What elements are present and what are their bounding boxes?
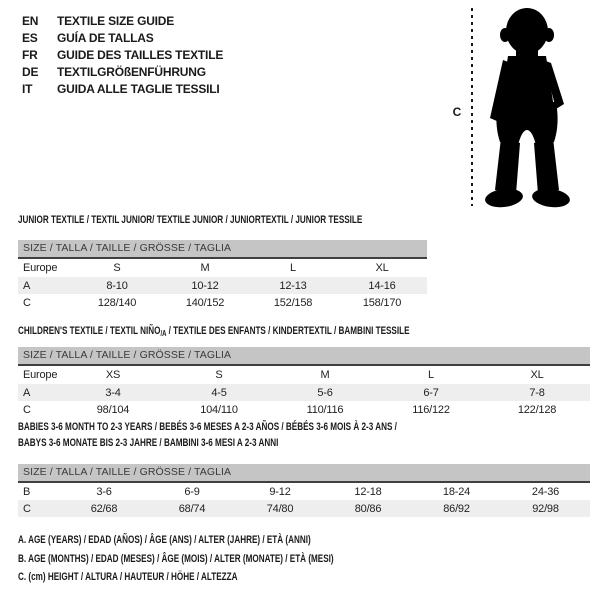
column-header: S	[215, 369, 223, 381]
cell: 68/74	[178, 502, 206, 515]
table-row	[18, 500, 590, 517]
children-title-sub: /A	[160, 329, 167, 338]
cell: 18-24	[442, 485, 471, 498]
size-header-bar: SIZE / TALLA / TAILLE / GRÖSSE / TAGLIA	[18, 347, 590, 366]
table-row	[18, 401, 590, 418]
row-label: C	[23, 296, 31, 309]
language-row	[22, 12, 223, 29]
row-label: A	[23, 386, 31, 399]
row-label: B	[23, 485, 31, 498]
footnote-c: C. (cm) HEIGHT / ALTURA / HAUTEUR / HÖHE / ALTEZZA	[18, 571, 238, 583]
cell: 5-6	[317, 386, 333, 399]
cell: 116/122	[412, 403, 450, 416]
junior-size-table	[18, 240, 427, 311]
column-header: XL	[375, 262, 389, 274]
language-code: FR	[22, 47, 38, 62]
column-header: XS	[105, 369, 121, 381]
table-header-row	[18, 366, 590, 384]
cell: 104/110	[200, 403, 238, 416]
footnote-list	[18, 531, 445, 587]
language-row	[22, 46, 223, 63]
baby-silhouette	[478, 4, 578, 212]
babies-size-table	[18, 464, 590, 517]
cell: 80/86	[354, 502, 382, 515]
column-header: S	[113, 262, 121, 274]
cell: 122/128	[517, 403, 557, 416]
cell: 6-7	[423, 386, 439, 399]
cell: 14-16	[368, 279, 396, 292]
row-label: C	[23, 502, 31, 515]
row-label: C	[23, 403, 31, 416]
language-title: GUIDA ALLE TAGLIE TESSILI	[57, 81, 220, 96]
table-header-row	[18, 259, 427, 277]
junior-section-title: JUNIOR TEXTILE / TEXTIL JUNIOR/ TEXTILE JUNIOR / JUNIORTEXTIL / JUNIOR TESSILE	[18, 214, 363, 226]
language-code: EN	[22, 13, 39, 28]
table-row	[18, 483, 590, 500]
footnote-b: B. AGE (MONTHS) / EDAD (MESES) / ÂGE (MOIS) / ALTER (MONATE) / ETÀ (MESI)	[18, 552, 334, 565]
language-row	[22, 63, 223, 80]
language-title: GUÍA DE TALLAS	[57, 30, 154, 45]
footnote-a: A. AGE (YEARS) / EDAD (AÑOS) / ÂGE (ANS) / ALTER (JAHRE) / ETÀ (ANNI)	[18, 534, 311, 546]
babies-section-title-line2: BABYS 3-6 MONATE BIS 2-3 JAHRE / BAMBINI 3-6 MESI A 2-3 ANNI	[18, 437, 279, 449]
language-title: TEXTILGRÖßENFÜHRUNG	[57, 64, 206, 79]
cell: 12-18	[354, 485, 382, 498]
cell: 92/98	[532, 502, 559, 515]
babies-section-title-line1: BABIES 3-6 MONTH TO 2-3 YEARS / BEBÉS 3-6 MESES A 2-3 AÑOS / BÉBÉS 3-6 MOIS À 2-3 ANS /	[18, 421, 397, 433]
size-header-bar: SIZE / TALLA / TAILLE / GRÖSSE / TAGLIA	[18, 240, 427, 259]
cell: 128/140	[97, 296, 137, 309]
children-title-main: CHILDREN'S TEXTILE / TEXTIL NIÑO	[18, 325, 161, 337]
height-label: C	[452, 105, 462, 119]
table-row	[18, 277, 427, 294]
cell: 8-10	[106, 279, 128, 292]
cell: 74/80	[266, 502, 294, 515]
cell: 158/170	[362, 296, 402, 309]
size-header-bar: SIZE / TALLA / TAILLE / GRÖSSE / TAGLIA	[18, 464, 590, 483]
cell: 98/104	[96, 403, 130, 416]
height-measure-line	[471, 8, 473, 206]
language-code: IT	[22, 81, 33, 96]
cell: 140/152	[185, 296, 225, 309]
cell: 86/92	[443, 502, 470, 515]
column-header: L	[428, 369, 434, 381]
language-title: TEXTILE SIZE GUIDE	[57, 13, 175, 28]
cell: 3-6	[96, 485, 112, 498]
column-header: Europe	[23, 262, 58, 274]
cell: 10-12	[191, 279, 219, 292]
row-label: A	[23, 279, 31, 292]
language-title-list	[22, 12, 223, 97]
table-row	[18, 294, 427, 311]
column-header: M	[320, 369, 330, 381]
language-row	[22, 80, 223, 97]
language-code: DE	[22, 64, 39, 79]
cell: 7-8	[529, 386, 545, 399]
column-header: XL	[530, 369, 544, 381]
cell: 24-36	[531, 485, 560, 498]
cell: 110/116	[306, 403, 344, 416]
column-header: M	[200, 262, 210, 274]
table-row	[18, 384, 590, 401]
language-row	[22, 29, 223, 46]
cell: 152/158	[273, 296, 313, 309]
column-header: L	[290, 262, 296, 274]
cell: 9-12	[269, 485, 291, 498]
cell: 62/68	[90, 502, 118, 515]
children-title-rest: / TEXTILE DES ENFANTS / KINDERTEXTIL / BAMBINI TESSILE	[166, 325, 410, 337]
cell: 3-4	[105, 386, 121, 399]
cell: 4-5	[211, 386, 227, 399]
language-title: GUIDE DES TAILLES TEXTILE	[57, 47, 224, 62]
children-size-table	[18, 347, 590, 418]
children-section-title	[18, 325, 410, 338]
column-header: Europe	[23, 369, 58, 381]
language-code: ES	[22, 30, 38, 45]
cell: 12-13	[279, 279, 307, 292]
cell: 6-9	[184, 485, 200, 498]
